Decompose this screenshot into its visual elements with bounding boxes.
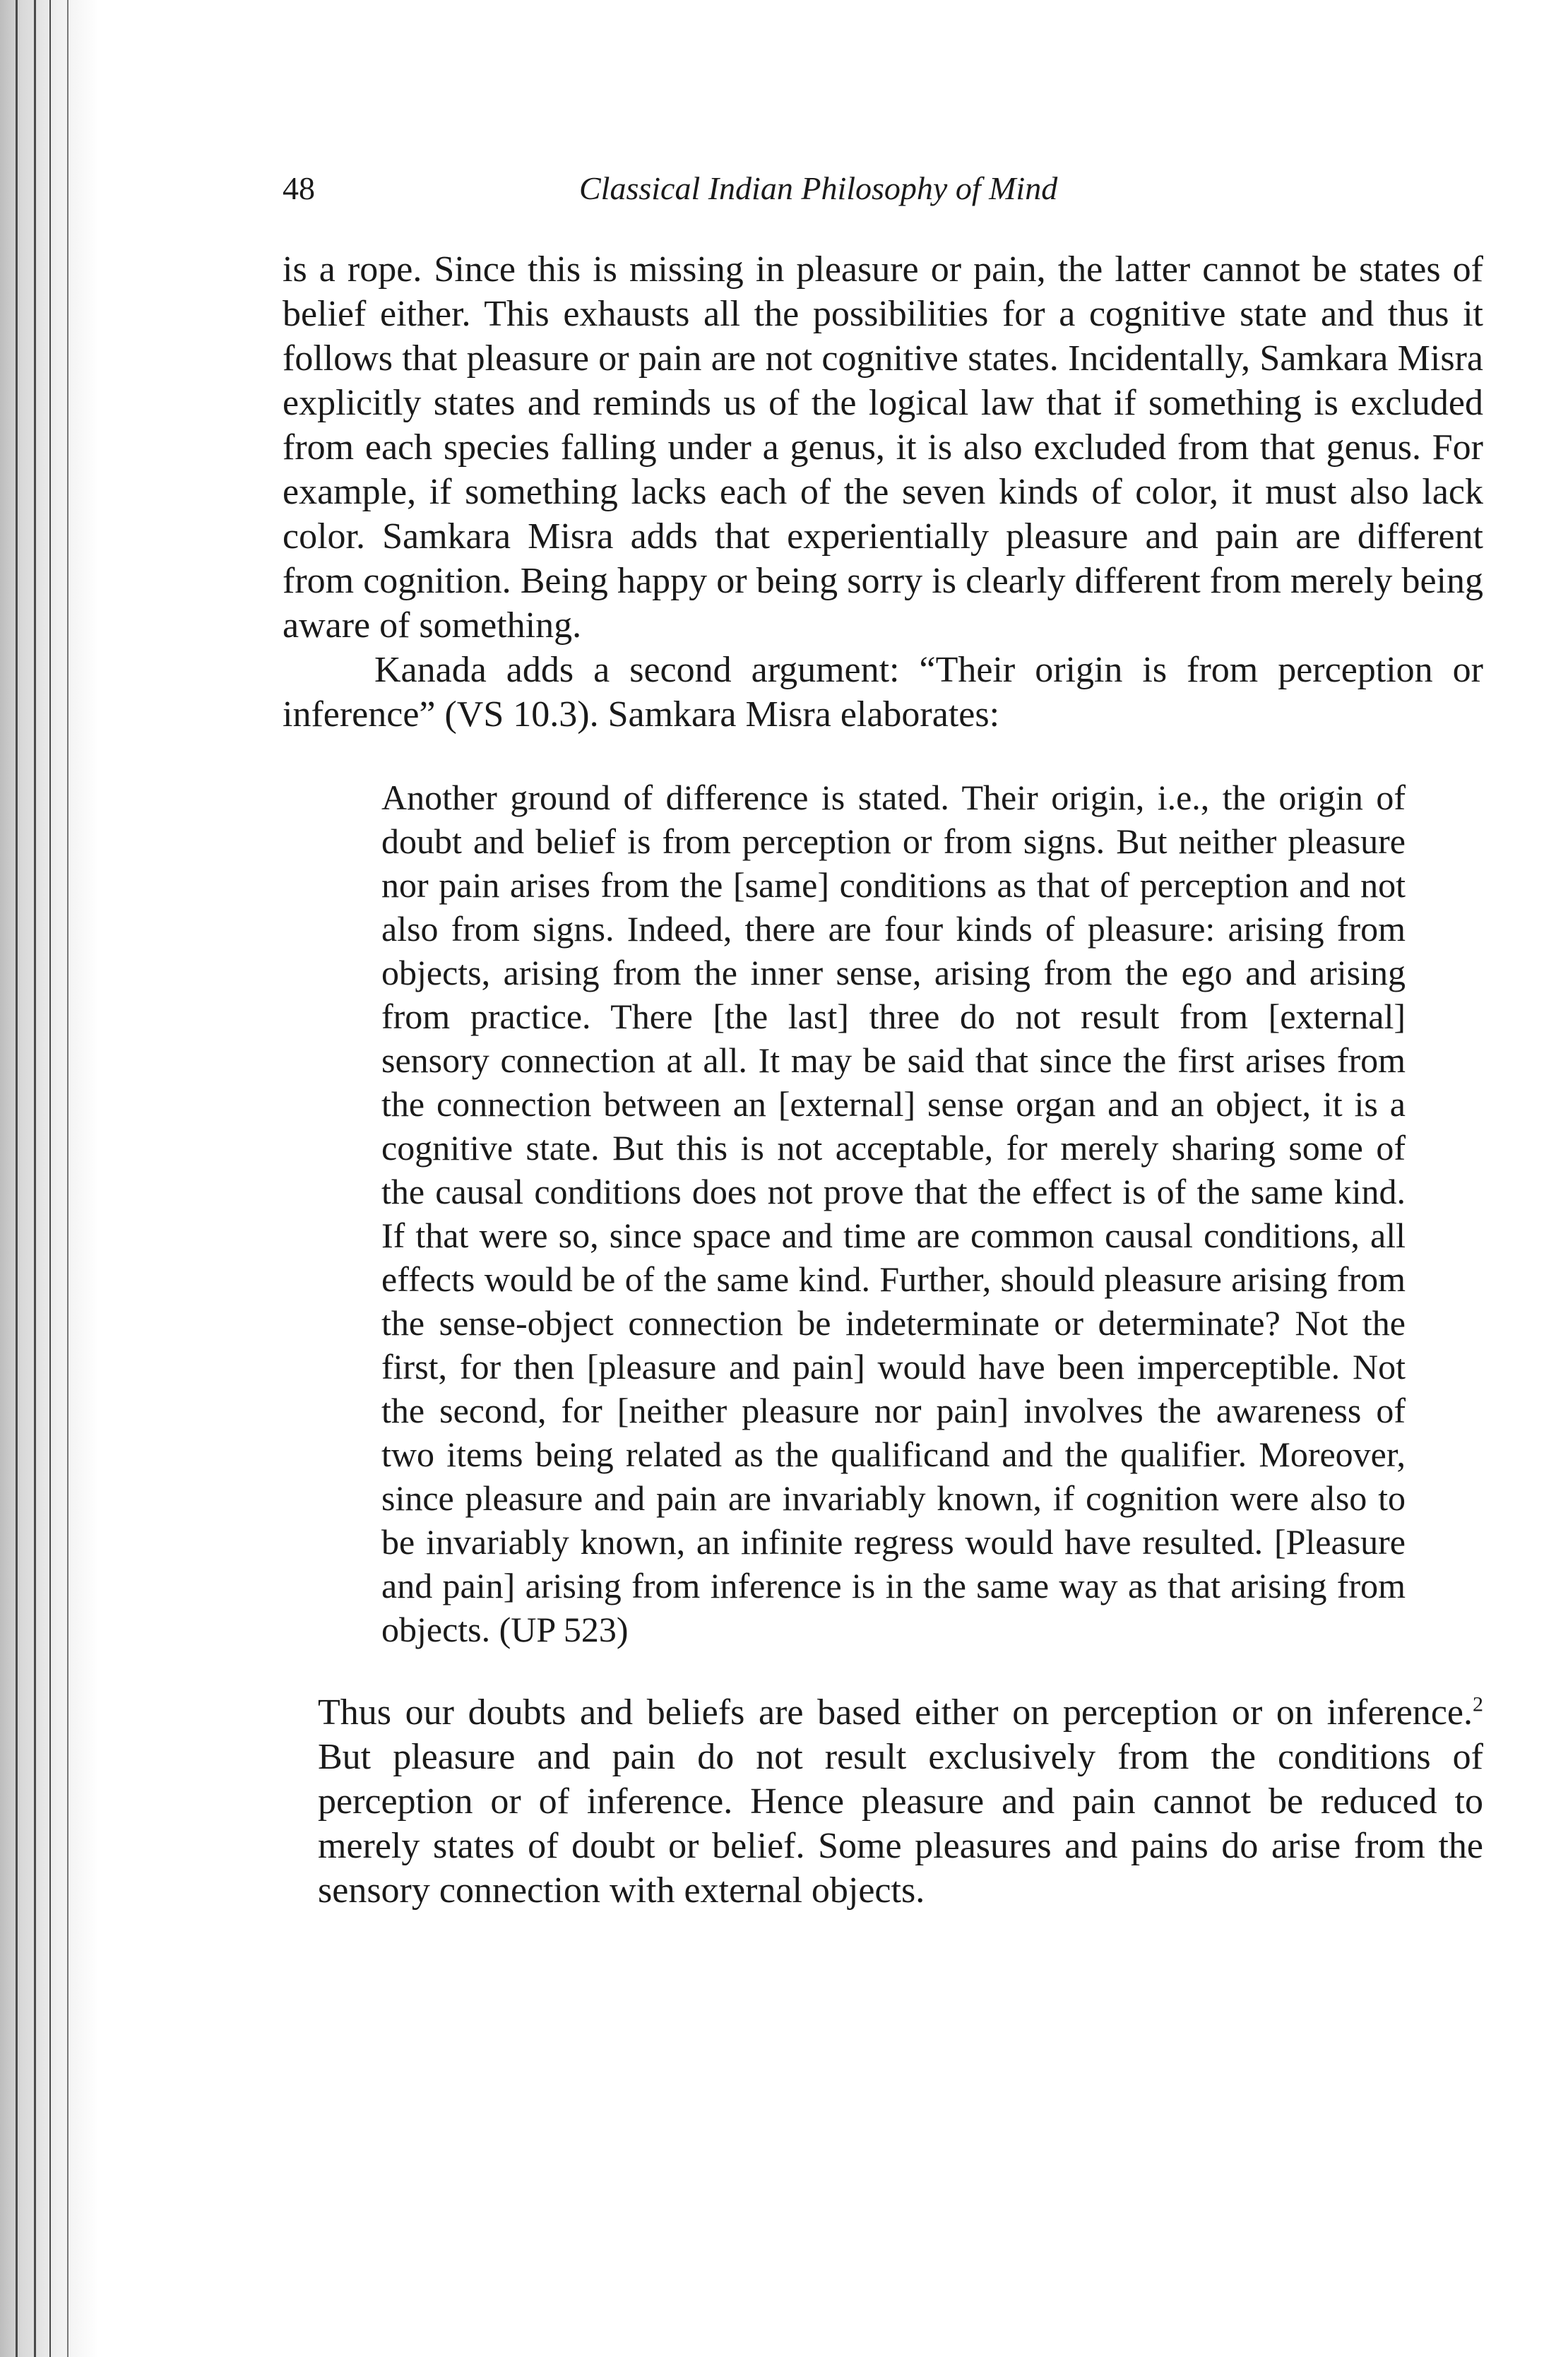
footnote-marker: 2 <box>1473 1692 1483 1716</box>
page-number: 48 <box>283 170 315 206</box>
binding-line <box>34 0 36 2357</box>
paragraph-3-text-b: But pleasure and pain do not result exclusively from the conditions of perception or of inference. Hence pleasure and pain cannot be reduced to merely states of doubt or belief. Some pleasures and pains do arise from the sensory connection with external objects. <box>318 1737 1483 1911</box>
body-text <box>283 247 1483 737</box>
binding-line <box>49 0 51 2357</box>
paragraph-1: is a rope. Since this is missing in pleasure or pain, the latter cannot be states of belief either. This exhausts all the possibilities for a cognitive state and thus it follows that pleasure or pain are not cognitive states. Incidentally, Samkara Misra explicitly states and reminds us of the logical law that if something is excluded from each species falling under a genus, it is also excluded from that genus. For example, if something lacks each of the seven kinds of color, it must also lack color. Samkara Misra adds that experientially pleasure and pain are different from cognition. Being happy or being sorry is clearly different from merely being aware of something. <box>283 249 1483 646</box>
running-title: Classical Indian Philosophy of Mind <box>579 170 1058 206</box>
book-page <box>283 162 1483 1913</box>
body-text-continued <box>318 1690 1483 1913</box>
paragraph-3 <box>318 1690 1483 1913</box>
running-head <box>283 162 1483 219</box>
paragraph-2: Kanada adds a second argument: “Their origin is from perception or inference” (VS 10.3). Samkara Misra elaborates: <box>283 650 1483 735</box>
paragraph-3-text-a: Thus our doubts and beliefs are based either on perception or on inference. <box>318 1692 1473 1733</box>
binding-line <box>16 0 18 2357</box>
binding-line <box>67 0 69 2357</box>
block-quote: Another ground of difference is stated. Their origin, i.e., the origin of doubt and belief is from perception or from signs. But neither pleasure nor pain arises from the [same] conditions as that of perception and not also from signs. Indeed, there are four kinds of pleasure: arising from objects, arising from the inner sense, arising from the ego and arising from practice. There [the last] three do not result from [external] sensory connection at all. It may be said that since the first arises from the connection between an [external] sense organ and an object, it is a cognitive state. But this is not acceptable, for merely sharing some of the causal conditions does not prove that the effect is of the same kind. If that were so, since space and time are common causal conditions, all effects would be of the same kind. Further, should pleasure arising from the sense-object connection be indeterminate or determinate? Not the first, for then [pleasure and pain] would have been imperceptible. Not the second, for [neither pleasure nor pain] involves the awareness of two items being related as the qualificand and the qualifier. Moreover, since pleasure and pain are invariably known, if cognition were also to be invariably known, an infinite regress would have resulted. [Pleasure and pain] arising from inference is in the same way as that arising from objects. (UP 523) <box>381 778 1406 1649</box>
